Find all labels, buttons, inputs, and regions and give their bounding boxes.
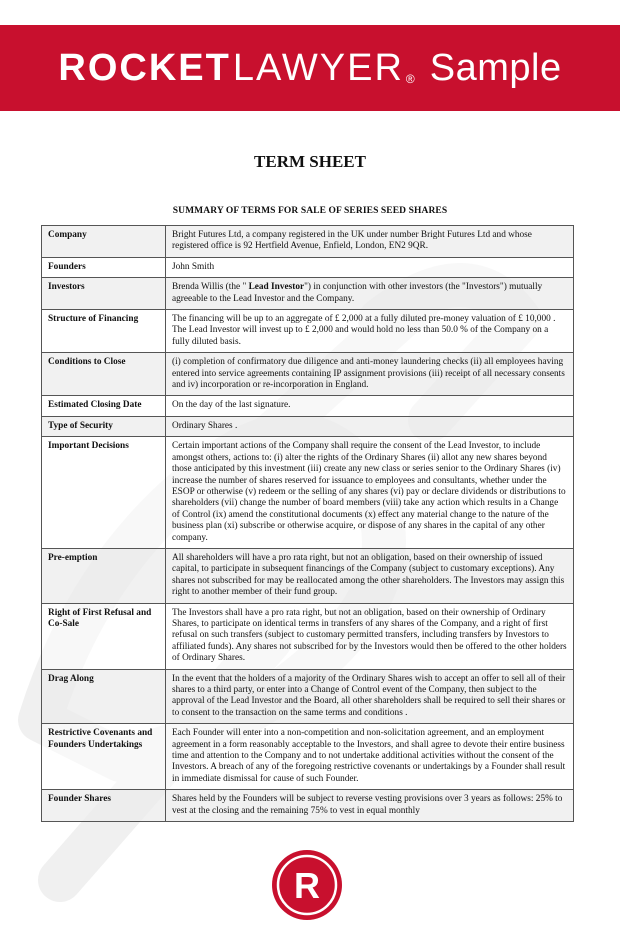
row-label: Founder Shares bbox=[42, 790, 166, 822]
row-label: Founders bbox=[42, 257, 166, 277]
sample-banner bbox=[0, 25, 620, 111]
row-value: Each Founder will enter into a non-competition and non-solicitation agreement, and an employment agreement in a form reasonably acceptable to the Investors, and shall agree to devote their entire business time and attention to the Company and to not undertake additional activities without the consent of the Investors. A breach of any of the foregoing restrictive covenants or undertakings by a Founder shall result in immediate dismissal for cause of such Founder. bbox=[166, 724, 574, 790]
table-row bbox=[42, 278, 574, 310]
table-row bbox=[42, 669, 574, 724]
table-row bbox=[42, 226, 574, 258]
investors-text-post: ") in conjunction with other investors (the "Investors") mutually agreeable to the Lead Investor and the Company. bbox=[172, 282, 543, 304]
row-value: Ordinary Shares . bbox=[166, 416, 574, 436]
investors-text-pre: Brenda Willis (the " bbox=[172, 282, 249, 293]
row-value: On the day of the last signature. bbox=[166, 396, 574, 416]
row-value: Certain important actions of the Company shall require the consent of the Lead Investor, to include amongst others, actions to: (i) alter the rights of the Ordinary Shares (ii) allot any new shares beyond those anticipated by this investment (iii) create any new class or series senior to the Ordinary Shares (iv) increase the number of shares reserved for issuance to employees and consultants, whether under the ESOP or otherwise (v) redeem or the selling of any shares (vi) pay or declare dividends or distributions to shareholders (vii) change the number of board members (viii) take any action which results in a Change of Control (ix) amend the constitutional documents (x) effect any material change to the nature of the business plan (xi) subscribe or otherwise acquire, or dispose of any shares in the capital of any other company. bbox=[166, 437, 574, 549]
table-row bbox=[42, 790, 574, 822]
row-label: Drag Along bbox=[42, 669, 166, 724]
brand-bold-text: ROCKET bbox=[58, 46, 231, 89]
row-value: John Smith bbox=[166, 257, 574, 277]
table-row bbox=[42, 310, 574, 353]
document-subtitle: SUMMARY OF TERMS FOR SALE OF SERIES SEED SHARES bbox=[172, 206, 448, 216]
row-label: Investors bbox=[42, 278, 166, 310]
sample-label: Sample bbox=[429, 46, 562, 89]
lead-investor-term: Lead Investor bbox=[248, 282, 305, 293]
table-row bbox=[42, 437, 574, 549]
term-sheet-table bbox=[41, 225, 574, 822]
document-title: TERM SHEET bbox=[254, 152, 366, 171]
row-value bbox=[166, 278, 574, 310]
table-row bbox=[42, 257, 574, 277]
row-value: (i) completion of confirmatory due diligence and anti-money laundering checks (ii) all employees having entered into service agreements containing IP assignment provisions (iii) receipt of all necessary consents and iv) incorporation or re-incorporation in England. bbox=[166, 353, 574, 396]
row-value: The Investors shall have a pro rata right, but not an obligation, based on their ownership of Ordinary Shares, to participate on identical terms in transfers of any shares of the Company, and a right of first refusal on such transfers (subject to customary permitted transfers, including transfers by Investors to affiliated funds). Any shares not subscribed for by the Investors would then be offered to the other holders of Ordinary Shares. bbox=[166, 603, 574, 669]
row-value: The financing will be up to an aggregate of £ 2,000 at a fully diluted pre-money valuation of £ 10,000 . The Lead Investor will invest up to £ 2,000 and would hold no less than 50.0 % of the Company on a fully diluted basis. bbox=[166, 310, 574, 353]
row-label: Conditions to Close bbox=[42, 353, 166, 396]
row-label: Pre-emption bbox=[42, 548, 166, 603]
table-row bbox=[42, 603, 574, 669]
table-row bbox=[42, 416, 574, 436]
registered-mark: ® bbox=[405, 72, 416, 86]
rocketlawyer-logo bbox=[0, 25, 620, 111]
row-label: Right of First Refusal and Co-Sale bbox=[42, 603, 166, 669]
brand-light-text: LAWYER bbox=[232, 46, 404, 89]
row-value: Bright Futures Ltd, a company registered in the UK under number Bright Futures Ltd and whose registered office is 92 Hertfield Avenue, Enfield, London, EN2 9QR. bbox=[166, 226, 574, 258]
row-value: All shareholders will have a pro rata right, but not an obligation, based on their ownership of issued capital, to participate in subsequent financings of the Company (subject to customary exceptions). Any shares not subscribed for may be reallocated among the other shareholders. The Investors may assign this right to another member of their fund group. bbox=[166, 548, 574, 603]
table-row bbox=[42, 353, 574, 396]
table-row bbox=[42, 724, 574, 790]
row-label: Estimated Closing Date bbox=[42, 396, 166, 416]
rocketlawyer-seal-icon bbox=[267, 845, 347, 925]
row-value: Shares held by the Founders will be subject to reverse vesting provisions over 3 years as follows: 25% to vest at the closing and the remaining 75% to vest in equal monthly bbox=[166, 790, 574, 822]
table-row bbox=[42, 548, 574, 603]
row-value: In the event that the holders of a majority of the Ordinary Shares wish to accept an offer to sell all of their shares to a third party, or enter into a Change of Control event of the Company, then subject to the approval of the Lead Investor and the Board, all other shareholders shall be required to sell their shares or to consent to the transaction on the same terms and conditions . bbox=[166, 669, 574, 724]
row-label: Company bbox=[42, 226, 166, 258]
row-label: Restrictive Covenants and Founders Undertakings bbox=[42, 724, 166, 790]
table-row bbox=[42, 396, 574, 416]
row-label: Important Decisions bbox=[42, 437, 166, 549]
row-label: Structure of Financing bbox=[42, 310, 166, 353]
seal-letter: R bbox=[294, 865, 320, 906]
row-label: Type of Security bbox=[42, 416, 166, 436]
